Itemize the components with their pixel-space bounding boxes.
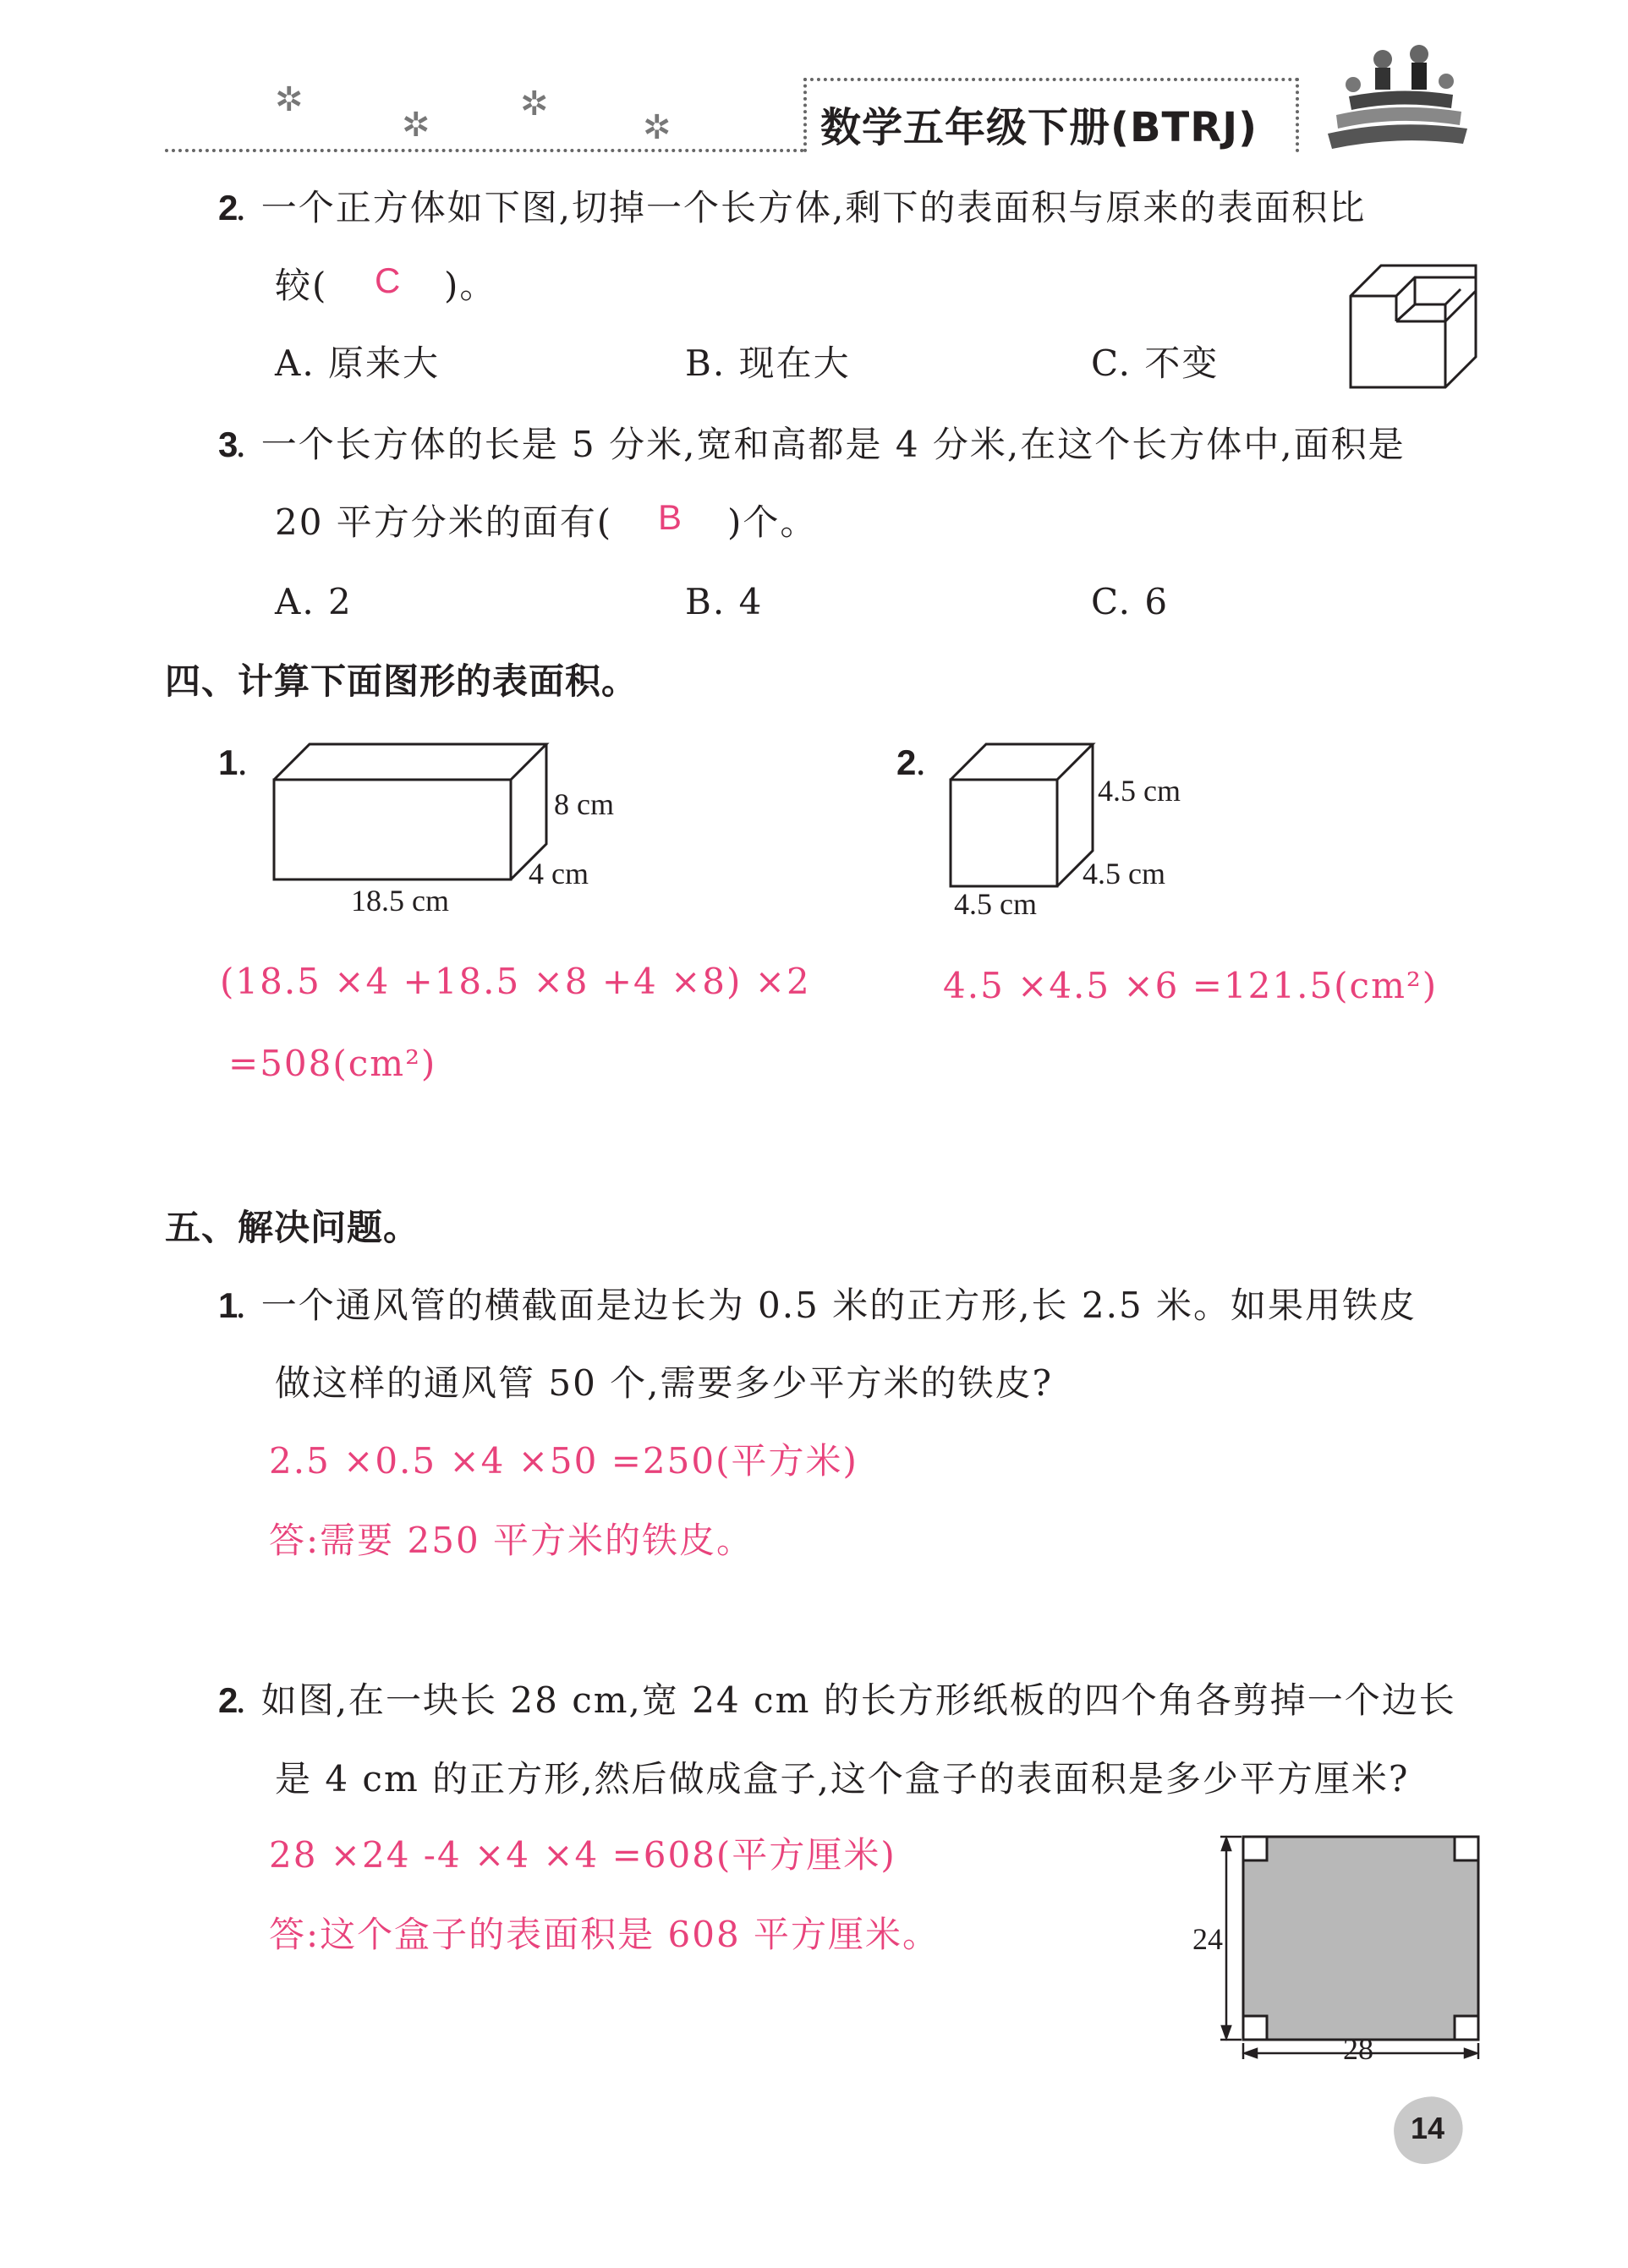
section-heading: 五、解决问题。 xyxy=(165,1207,420,1248)
answer-choice: B xyxy=(658,497,684,537)
problem-text: . 一个通风管的横截面是边长为 0.5 米的正方形,长 2.5 米。如果用铁皮 xyxy=(235,1285,1417,1326)
header-snowflake: ✲ xyxy=(643,108,671,147)
page-number: 14 xyxy=(1411,2111,1445,2145)
dimension-label: 24 xyxy=(1192,1922,1223,1956)
dimension-label: 4.5 cm xyxy=(1083,857,1165,890)
cube-figure xyxy=(947,737,1099,890)
answer-formula: (18.5 ×4 +18.5 ×8 +4 ×8) ×2 xyxy=(220,961,811,1002)
dimension-label: 4 cm xyxy=(529,857,589,890)
question-text: . 一个长方体的长是 5 分米,宽和高都是 4 分米,在这个长方体中,面积是 xyxy=(235,424,1406,465)
problem-dot: . xyxy=(915,742,929,783)
question-number: 2 xyxy=(218,188,240,227)
option-b: B. 现在大 xyxy=(685,342,851,384)
answer-result: =508(cm²) xyxy=(228,1043,437,1084)
answer-text: 答:需要 250 平方米的铁皮。 xyxy=(269,1520,754,1561)
question-text: 20 平方分米的面有( xyxy=(275,501,613,543)
header-title: 数学五年级下册(BTRJ) xyxy=(820,104,1258,151)
cardboard-figure xyxy=(1188,1827,1493,2080)
option-a: A. 原来大 xyxy=(275,342,441,384)
header-snowflake: ✲ xyxy=(402,106,430,145)
problem-text: 是 4 cm 的正方形,然后做成盒子,这个盒子的表面积是多少平方厘米? xyxy=(275,1758,1410,1800)
students-on-books-logo xyxy=(1319,34,1472,152)
question-text: . 一个正方体如下图,切掉一个长方体,剩下的表面积与原来的表面积比 xyxy=(235,187,1367,228)
dimension-label: 4.5 cm xyxy=(954,887,1037,921)
cube-cut-figure xyxy=(1349,262,1480,389)
problem-number: 2 xyxy=(896,742,918,782)
problem-number: 2 xyxy=(218,1680,240,1720)
answer-formula: 4.5 ×4.5 ×6 =121.5(cm²) xyxy=(943,965,1439,1006)
dimension-label: 18.5 cm xyxy=(351,884,449,918)
question-text: 较( xyxy=(275,265,328,306)
answer-formula: 28 ×24 -4 ×4 ×4 =608(平方厘米) xyxy=(269,1834,896,1876)
problem-number: 1 xyxy=(218,742,240,782)
dimension-label: 4.5 cm xyxy=(1098,774,1181,808)
header-snowflake: ✲ xyxy=(275,80,304,119)
header-snowflake: ✲ xyxy=(520,85,549,123)
dimension-label: 8 cm xyxy=(554,787,614,821)
dimension-label: 28 xyxy=(1343,2032,1373,2066)
section-heading: 四、计算下面图形的表面积。 xyxy=(165,660,639,702)
cuboid-figure xyxy=(271,737,550,885)
answer-text: 答:这个盒子的表面积是 608 平方厘米。 xyxy=(269,1914,940,1955)
question-text: )个。 xyxy=(727,501,818,543)
problem-text: 做这样的通风管 50 个,需要多少平方米的铁皮? xyxy=(275,1362,1054,1404)
answer-choice: C xyxy=(375,260,403,300)
answer-formula: 2.5 ×0.5 ×4 ×50 =250(平方米) xyxy=(269,1440,858,1482)
question-text: )。 xyxy=(444,265,497,306)
problem-text: . 如图,在一块长 28 cm,宽 24 cm 的长方形纸板的四个角各剪掉一个边长 xyxy=(235,1679,1456,1721)
option-a: A. 2 xyxy=(275,581,353,622)
question-number: 3 xyxy=(218,425,240,464)
option-c: C. 不变 xyxy=(1091,342,1220,384)
problem-dot: . xyxy=(237,742,250,783)
option-c: C. 6 xyxy=(1091,581,1170,622)
problem-number: 1 xyxy=(218,1285,240,1325)
option-b: B. 4 xyxy=(685,581,764,622)
